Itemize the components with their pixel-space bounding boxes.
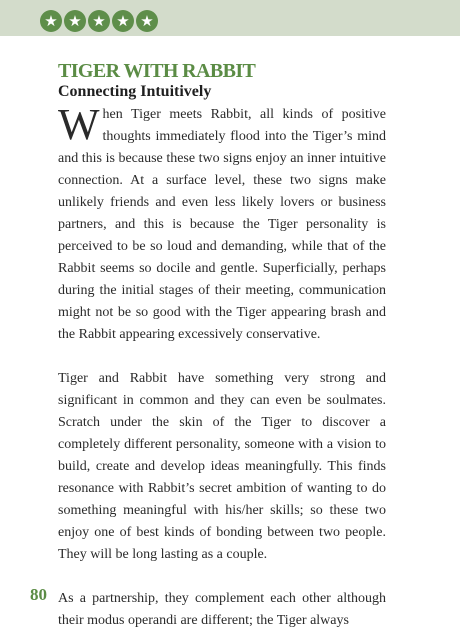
article xyxy=(58,60,386,632)
star-icon: ★ xyxy=(112,10,134,32)
article-title: TIGER WITH RABBIT xyxy=(58,60,256,82)
star-icon: ★ xyxy=(40,10,62,32)
paragraph-1-text: hen Tiger meets Rabbit, all kinds of positive thoughts immediately flood into the Tiger’s mind and this is because these two signs enjoy an inner intuitive connection. At a surface level, these two signs make unlikely friends and even less likely lovers or business partners, and this is because the Tiger personality is perceived to be so loud and demanding, while that of the Rabbit seems so docile and gentle. Superficially, perhaps during the initial stages of their meeting, communication might not be so good with the Tiger appearing brash and the Rabbit appearing excessively conservative. xyxy=(58,107,386,342)
paragraph-2: Tiger and Rabbit have something very strong and significant in common and they can even be soulmates. Scratch under the skin of the Tiger to discover a completely different personality, someone with a vision to build, create and develop ideas meaningfully. This finds resonance with Rabbit’s secret ambition of wanting to do something meaningful with his/her skills; so these two enjoy one of best kinds of bonding between two people. They will be long lasting as a couple. xyxy=(58,371,386,562)
paragraph-1 xyxy=(58,100,386,346)
page-number: 80 xyxy=(30,585,47,604)
article-subtitle: Connecting Intuitively xyxy=(58,83,212,100)
drop-cap: W xyxy=(58,100,100,149)
header-band xyxy=(0,0,460,36)
star-icon: ★ xyxy=(136,10,158,32)
paragraph-3: As a partnership, they complement each other although their modus operandi are different; the Tiger always xyxy=(58,591,386,628)
star-icon: ★ xyxy=(88,10,110,32)
star-rating xyxy=(40,10,158,32)
star-icon: ★ xyxy=(64,10,86,32)
